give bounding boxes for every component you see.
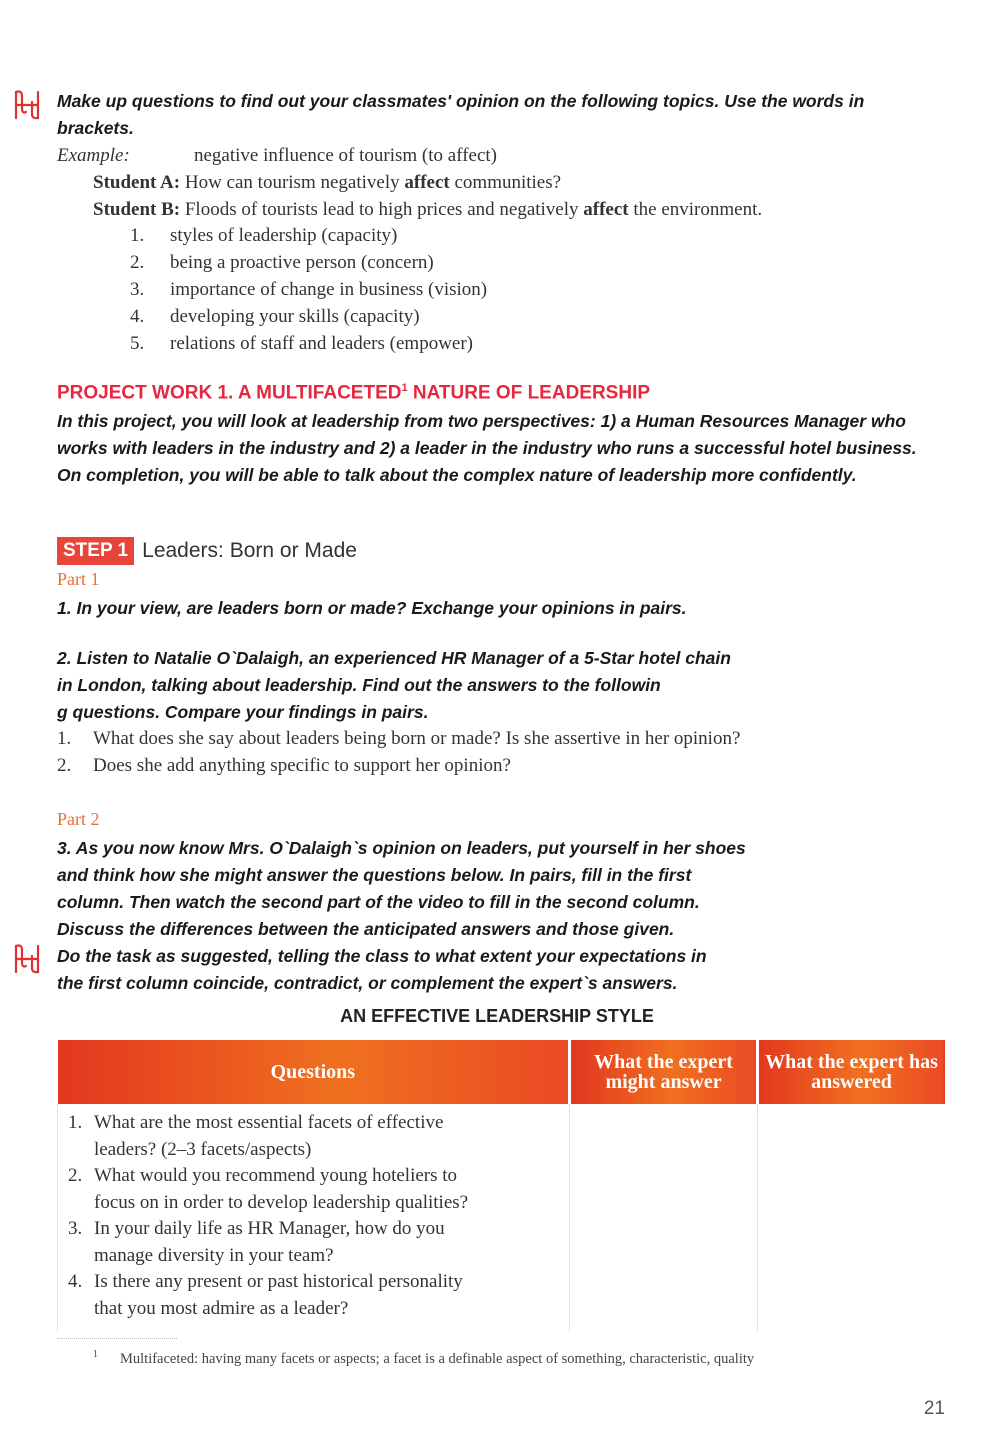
list-item [130,303,487,330]
list-item [57,752,740,779]
question-line: What would you recommend young hoteliers to [94,1165,458,1186]
group-work-icon [12,88,42,122]
list-item [57,725,740,752]
leadership-table [57,1040,945,1332]
list-item-number: 1. [130,225,145,246]
step-title: Leaders: Born or Made [142,539,357,562]
question-3-line: Do the task as suggested, telling the class to what extent your expectations in [57,946,707,966]
example-label: Example: [57,145,130,166]
list-item-number: 4. [130,306,145,327]
list-item [130,276,487,303]
student-a-keyword: affect [404,172,450,193]
list-item-text: Does she add anything specific to support her opinion? [93,755,511,776]
question-line: that you most admire as a leader? [94,1297,349,1319]
question-3-line: and think how she might answer the questions below. In pairs, fill in the first [57,865,692,885]
list-item [68,1163,569,1216]
header-questions: Questions [58,1040,570,1104]
list-item [130,249,487,276]
list-item-number: 1. [68,1112,83,1133]
question-3-line: the first column coincide, contradict, or complement the expert`s answers. [57,973,678,993]
question-2-line: 2. Listen to Natalie O`Dalaigh, an experienced HR Manager of a 5-Star hotel chain [57,648,731,668]
part-label: Part 1 [57,569,100,589]
list-item-number: 4. [68,1271,83,1292]
list-item-text: relations of staff and leaders (empower) [170,333,473,354]
student-b-text-pre: Floods of tourists lead to high prices and negatively [184,199,584,220]
part-label: Part 2 [57,809,100,829]
question-2-line: g questions. Compare your findings in pairs. [57,702,429,722]
list-item-text: being a proactive person (concern) [170,252,434,273]
student-b-line [93,196,762,223]
question-line: In your daily life as HR Manager, how do you [94,1218,445,1239]
footnote-divider [57,1338,177,1339]
task-instruction: Make up questions to find out your classmates' opinion on the following topics. Use the words in brackets. [57,91,865,138]
footnote [93,1349,754,1368]
footnote-mark: 1 [93,1349,98,1360]
question-line: manage diversity in your team? [94,1244,334,1266]
question-line: Is there any present or past historical personality [94,1271,463,1292]
list-item-text: styles of leadership (capacity) [170,225,398,246]
list-item-text: What does she say about leaders being born or made? Is she assertive in her opinion? [93,728,741,749]
question-3-line: column. Then watch the second part of the video to fill in the second column. [57,892,700,912]
question-line: leaders? (2–3 facets/aspects) [94,1138,312,1160]
project-title-post: NATURE OF LEADERSHIP [407,382,651,404]
table-row [58,1104,945,1332]
expert-might-answer-cell[interactable] [570,1104,758,1332]
student-a-line [93,169,561,196]
table-title: AN EFFECTIVE LEADERSHIP STYLE [340,1006,654,1026]
question-3-line: 3. As you now know Mrs. O`Dalaigh`s opinion on leaders, put yourself in her shoes [57,838,746,858]
question-2 [57,645,937,726]
question-line: focus on in order to develop leadership qualities? [94,1191,469,1213]
project-intro: In this project, you will look at leadership from two perspectives: 1) a Human Resources Manager who works with leaders in the industry and 2) a leader in the industry who runs a successful hotel business. On completion, you will be able to talk about the complex nature of leadership more confidently. [57,411,917,485]
list-item [130,330,487,357]
project-title [57,382,650,404]
student-a-text-post: communities? [449,172,562,193]
list-item-number: 2. [68,1165,83,1186]
header-expert-has-answered: What the expert has answered [757,1040,944,1104]
footnote-ref: 1 [401,382,408,394]
question-2-line: in London, talking about leadership. Find out the answers to the followin [57,675,661,695]
footnote-text: Multifaceted: having many facets or aspects; a facet is a definable aspect of something, characteristic, quality [120,1350,755,1367]
question-3 [57,835,937,997]
student-b-text-post: the environment. [628,199,763,220]
expert-has-answered-cell[interactable] [757,1104,944,1332]
list-item-number: 3. [68,1218,83,1239]
student-b-keyword: affect [583,199,629,220]
student-a-label: Student A: [93,172,181,193]
list-item-number: 5. [130,333,145,354]
sub-question-list [57,725,740,779]
project-title-pre: PROJECT WORK 1. A MULTIFACETED [57,382,402,404]
list-item [68,1216,569,1269]
list-item-number: 2. [57,755,72,776]
question-1: 1. In your view, are leaders born or made? Exchange your opinions in pairs. [57,598,687,618]
topic-list [130,222,487,357]
list-item-text: importance of change in business (vision) [170,279,488,300]
list-item [68,1110,569,1163]
list-item-number: 2. [130,252,145,273]
group-work-icon [12,942,42,976]
list-item-number: 1. [57,728,72,749]
question-3-line: Discuss the differences between the anticipated answers and those given. [57,919,675,939]
header-expert-might-answer: What the expert might answer [570,1040,758,1104]
questions-cell [58,1104,570,1332]
list-item-text: developing your skills (capacity) [170,306,420,327]
example-text: negative influence of tourism (to affect) [194,145,497,166]
list-item-number: 3. [130,279,145,300]
list-item [68,1269,569,1322]
student-b-label: Student B: [93,199,181,220]
question-line: What are the most essential facets of effective [94,1112,444,1133]
student-a-text-pre: How can tourism negatively [184,172,405,193]
list-item [130,222,487,249]
step-header [57,537,357,565]
page-number: 21 [923,1398,945,1419]
step-badge: STEP 1 [57,537,134,565]
